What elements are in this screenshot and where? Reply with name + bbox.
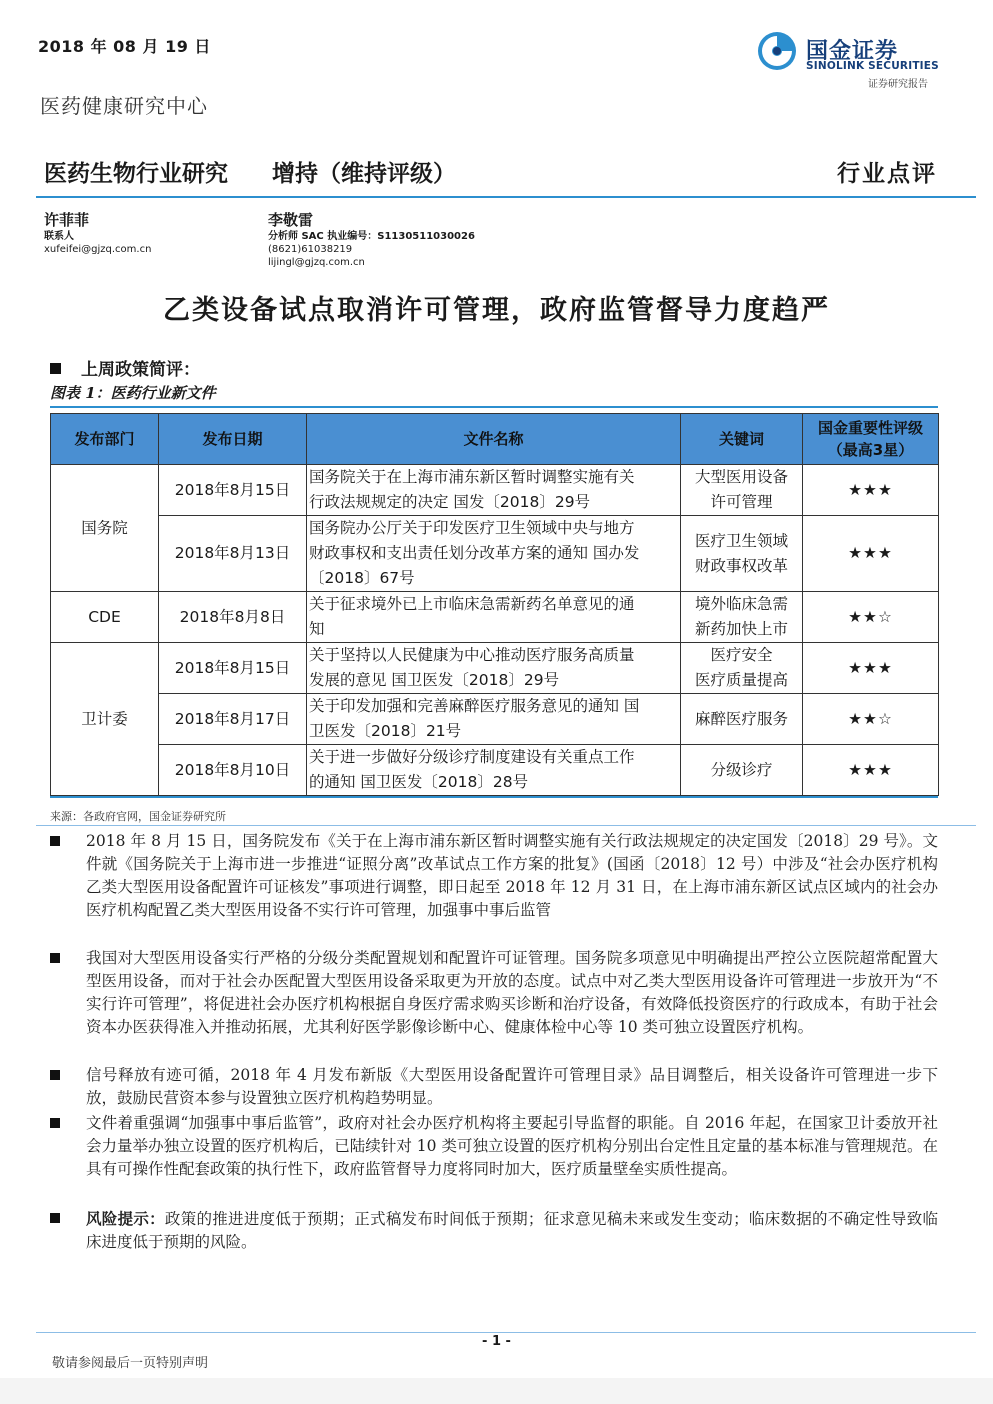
report-title: 乙类设备试点取消许可管理，政府监管督导力度趋严 xyxy=(163,295,830,326)
analyst-name: 李敬雷 xyxy=(268,211,314,229)
doc-cell xyxy=(307,516,681,592)
keyword-line: 医疗卫生领域 xyxy=(694,531,788,550)
analyst-block-2 xyxy=(268,209,475,269)
risk-text: 政策的推进进度低于预期；正式稿发布时间低于预期；征求意见稿未来或发生变动；临床数据的不确定性导致临床进度低于预期的风险。 xyxy=(86,1210,938,1251)
analyst-name: 许菲菲 xyxy=(44,211,90,229)
figure-title: 图表 1：医药行业新文件 xyxy=(50,384,216,402)
page-number: - 1 - xyxy=(482,1334,511,1349)
date-cell: 2018年8月17日 xyxy=(159,694,307,745)
table-row xyxy=(51,592,939,643)
header-dept: 发布部门 xyxy=(51,414,159,465)
disclaimer-note: 敬请参阅最后一页特别声明 xyxy=(52,1356,209,1371)
date-cell: 2018年8月8日 xyxy=(159,592,307,643)
keyword-line: 医疗质量提高 xyxy=(694,671,788,689)
risk-label: 风险提示： xyxy=(86,1209,165,1228)
doc-line: 关于征求境外已上市临床急需新药名单意见的通 xyxy=(309,595,635,613)
logo-name-en: SINOLINK SECURITIES xyxy=(806,60,939,72)
logo-name-cn: 国金证券 xyxy=(806,39,899,64)
company-logo xyxy=(756,30,946,92)
table-header-row xyxy=(51,414,939,465)
header-doc: 文件名称 xyxy=(307,414,681,465)
keyword-line: 大型医用设备 xyxy=(694,468,788,486)
doc-line: 财政事权和支出责任划分改革方案的通知 国办发 xyxy=(309,544,640,562)
header-importance-l1: 国金重要性评级 xyxy=(817,419,923,437)
doc-line: 知 xyxy=(309,620,325,638)
date-cell: 2018年8月10日 xyxy=(159,745,307,796)
doc-cell xyxy=(307,694,681,745)
header-date: 发布日期 xyxy=(159,414,307,465)
paragraph-text: 我国对大型医用设备实行严格的分级分类配置规划和配置许可证管理。国务院多项意见中明确提出严控公立医院超常配置大型医用设备，而对于社会办医配置大型医用设备采取更为开放的态度。试点中对乙类大型医用设备许可管理进一步放开为“不实行许可管理”，将促进社会办医疗机构根据自身医疗需求购买诊断和治疗设备，有效降低投资医疗的行政成本，有助于社会资本办医获得准入并推动拓展，尤其利好医学影像诊断中心、健康体检中心等 10 类可独立设置医疗机构。 xyxy=(86,949,938,1036)
doc-line: 卫医发〔2018〕21号 xyxy=(309,722,462,740)
keyword-cell xyxy=(681,465,803,516)
date-cell: 2018年8月15日 xyxy=(159,643,307,694)
header-importance xyxy=(803,414,939,465)
square-bullet-icon xyxy=(50,953,60,963)
section-heading-text: 上周政策简评： xyxy=(81,360,200,380)
paragraph xyxy=(86,830,938,922)
square-bullet-icon xyxy=(50,363,61,374)
header-keyword: 关键词 xyxy=(681,414,803,465)
industry-title: 医药生物行业研究 xyxy=(44,161,228,187)
table-row xyxy=(51,465,939,516)
analyst-email[interactable]: lijingl@gjzq.com.cn xyxy=(268,257,365,268)
square-bullet-icon xyxy=(50,1213,60,1223)
doc-line: 关于坚持以人民健康为中心推动医疗服务高质量 xyxy=(309,646,635,664)
doc-line: 国务院办公厅关于印发医疗卫生领域中央与地方 xyxy=(309,519,635,537)
table-source: 来源：各政府官网，国金证券研究所 xyxy=(50,810,226,823)
paragraph-text: 信号释放有迹可循，2018 年 4 月发布新版《大型医用设备配置许可管理目录》品目调整后，相关设备许可管理进一步下放，鼓励民营资本参与设置独立医疗机构趋势明显。 xyxy=(86,1066,938,1107)
doc-line: 国务院关于在上海市浦东新区暂时调整实施有关 xyxy=(309,468,635,486)
analyst-sac-id: 分析师 SAC 执业编号：S1130511030026 xyxy=(268,231,475,242)
keyword-cell xyxy=(681,643,803,694)
doc-cell xyxy=(307,745,681,796)
policy-table xyxy=(50,413,939,796)
table-row xyxy=(51,643,939,694)
dept-cell: 卫计委 xyxy=(51,643,159,796)
doc-line: 关于进一步做好分级诊疗制度建设有关重点工作 xyxy=(309,748,635,766)
rating-stars: ★★★ xyxy=(803,516,939,592)
page-bottom-band xyxy=(0,1378,993,1404)
doc-line: 行政法规规定的决定 国发〔2018〕29号 xyxy=(309,493,591,511)
doc-line: 发展的意见 国卫医发〔2018〕29号 xyxy=(309,671,560,689)
analyst-block-1 xyxy=(44,209,151,256)
source-divider xyxy=(36,825,976,826)
keyword-line: 医疗安全 xyxy=(710,646,773,664)
keyword-line: 新药加快上市 xyxy=(694,620,788,638)
dept-cell: CDE xyxy=(51,592,159,643)
doc-cell xyxy=(307,643,681,694)
rating-stars: ★★☆ xyxy=(803,592,939,643)
keyword-cell: 分级诊疗 xyxy=(681,745,803,796)
doc-line: 关于印发加强和完善麻醉医疗服务意见的通知 国 xyxy=(309,697,640,715)
paragraph xyxy=(86,1112,938,1181)
rating-label: 增持（维持评级） xyxy=(272,161,456,187)
footer-divider xyxy=(36,1332,976,1333)
doc-line: 〔2018〕67号 xyxy=(309,569,415,587)
figure-divider xyxy=(50,406,938,408)
date-cell: 2018年8月13日 xyxy=(159,516,307,592)
header-divider xyxy=(36,196,976,198)
analyst-phone: (8621)61038219 xyxy=(268,244,353,255)
keyword-line: 财政事权改革 xyxy=(694,556,788,575)
risk-paragraph xyxy=(86,1207,938,1254)
paragraph-text: 文件着重强调“加强事中事后监管”，政府对社会办医疗机构将主要起引导监督的职能。自 2016 年起，在国家卫计委放开社会力量举办独立设置的医疗机构后，已陆续针对 10 类可独立设置的医疗机构分别出台定性且定量的基本标准与管理规范。在具有可操作性配套政策的执行性下，政府监管督导力度将同时加大，医疗质量壁垒实质性提高。 xyxy=(86,1114,938,1178)
logo-subtitle: 证券研究报告 xyxy=(868,79,928,90)
research-center-name: 医药健康研究中心 xyxy=(40,94,208,118)
paragraph xyxy=(86,1064,938,1110)
table-row xyxy=(51,694,939,745)
paragraph xyxy=(86,947,938,1039)
table-row xyxy=(51,516,939,592)
report-date: 2018 年 08 月 19 日 xyxy=(38,37,211,56)
doc-cell xyxy=(307,592,681,643)
analyst-email[interactable]: xufeifei@gjzq.com.cn xyxy=(44,244,152,255)
square-bullet-icon xyxy=(50,836,60,846)
keyword-cell xyxy=(681,516,803,592)
rating-stars: ★★☆ xyxy=(803,694,939,745)
keyword-cell xyxy=(681,592,803,643)
doc-cell xyxy=(307,465,681,516)
report-type: 行业点评 xyxy=(837,160,937,187)
dept-cell: 国务院 xyxy=(51,465,159,592)
paragraph-text: 2018 年 8 月 15 日，国务院发布《关于在上海市浦东新区暂时调整实施有关行政法规规定的决定国发〔2018〕29 号》。文件就《国务院关于上海市进一步推进“证照分离”改革试点工作方案的批复》(国函〔2018〕12 号）中涉及“社会办医疗机构乙类大型医用设备配置许可证核发”事项进行调整，即日起至 2018 年 12 月 31 日，在上海市浦东新区试点区域内的社会办医疗机构配置乙类大型医用设备不实行许可管理，加强事中事后监管 xyxy=(86,832,938,919)
rating-stars: ★★★ xyxy=(803,745,939,796)
date-cell: 2018年8月15日 xyxy=(159,465,307,516)
keyword-line: 境外临床急需 xyxy=(694,595,788,613)
section-heading xyxy=(50,355,200,380)
keyword-cell: 麻醉医疗服务 xyxy=(681,694,803,745)
rating-stars: ★★★ xyxy=(803,643,939,694)
logo-mark-icon xyxy=(756,30,798,72)
table-bottom-divider xyxy=(50,796,938,798)
doc-line: 的通知 国卫医发〔2018〕28号 xyxy=(309,773,529,791)
table-row xyxy=(51,745,939,796)
square-bullet-icon xyxy=(50,1070,60,1080)
rating-stars: ★★★ xyxy=(803,465,939,516)
header-importance-l2: （最高3星） xyxy=(827,441,914,459)
analyst-role: 联系人 xyxy=(44,231,74,242)
keyword-line: 许可管理 xyxy=(710,493,773,511)
square-bullet-icon xyxy=(50,1118,60,1128)
